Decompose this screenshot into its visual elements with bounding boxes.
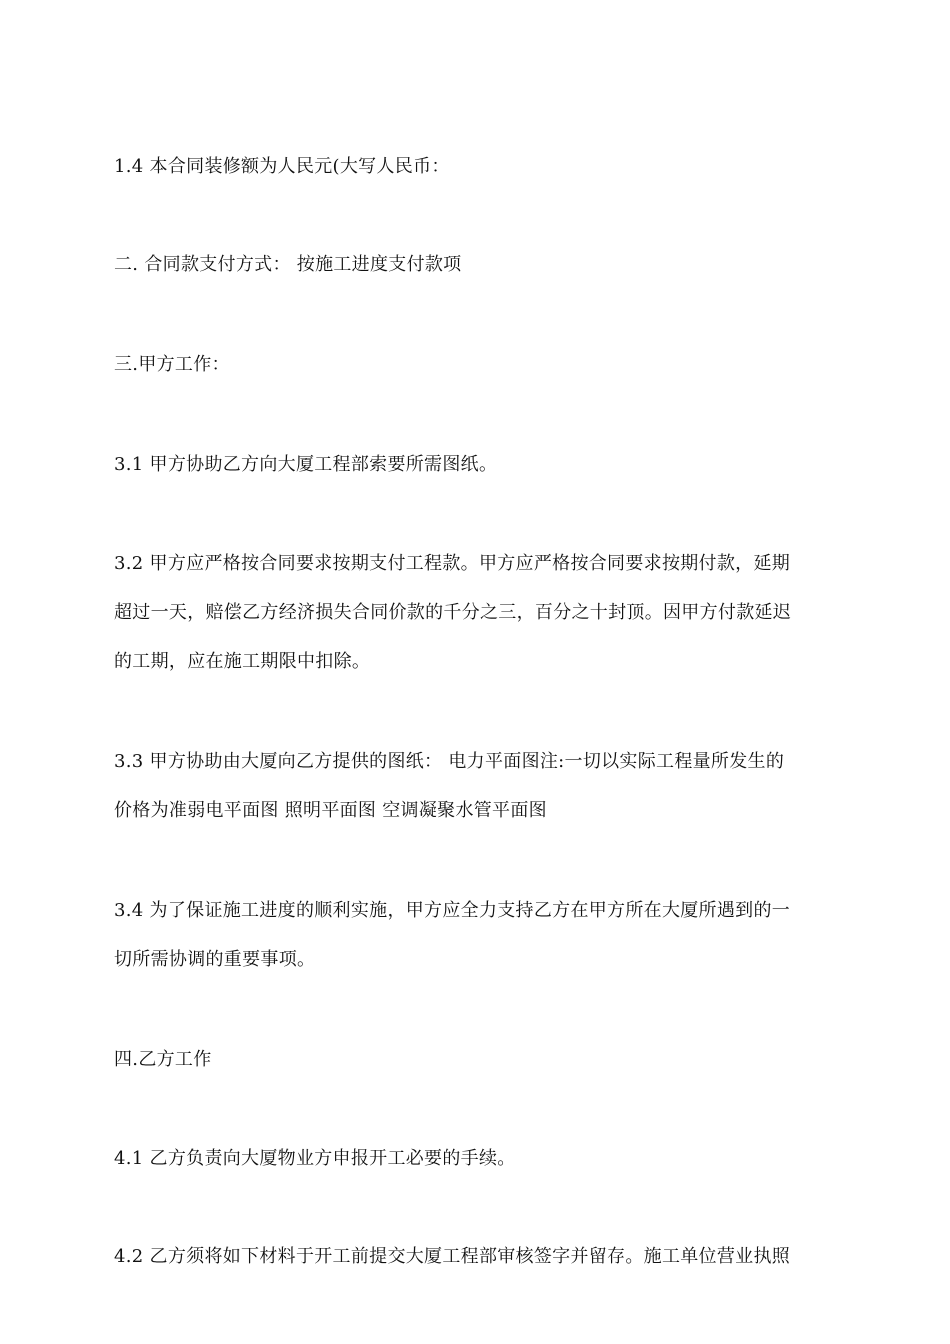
clause-3-4	[114, 886, 838, 984]
text-line: 四.乙方工作	[114, 1049, 212, 1070]
clause-1-4	[114, 142, 838, 191]
section-3-heading	[114, 340, 838, 389]
text-line: 3.2 甲方应严格按合同要求按期支付工程款。甲方应严格按合同要求按期付款，延期	[114, 553, 791, 574]
clause-4-2	[114, 1232, 838, 1281]
text-line: 3.4 为了保证施工进度的顺利实施，甲方应全力支持乙方在甲方所在大厦所遇到的一	[114, 900, 791, 921]
text-line: 3.1 甲方协助乙方向大厦工程部索要所需图纸。	[114, 454, 498, 475]
clause-3-2	[114, 539, 838, 686]
section-2-payment-method	[114, 240, 838, 289]
text-line: 1.4 本合同装修额为人民元(大写人民币：	[114, 156, 450, 177]
text-line: 超过一天，赔偿乙方经济损失合同价款的千分之三，百分之十封顶。因甲方付款延迟	[114, 602, 792, 623]
text-line: 二. 合同款支付方式： 按施工进度支付款项	[114, 254, 462, 275]
clause-4-1	[114, 1134, 838, 1183]
clause-3-1	[114, 440, 838, 489]
text-line: 切所需协调的重要事项。	[114, 949, 316, 970]
text-line: 三.甲方工作：	[114, 354, 230, 375]
text-line: 4.1 乙方负责向大厦物业方申报开工必要的手续。	[114, 1148, 516, 1169]
section-4-heading	[114, 1035, 838, 1084]
clause-3-3	[114, 737, 838, 835]
text-line: 的工期，应在施工期限中扣除。	[114, 651, 371, 672]
text-line: 价格为准弱电平面图 照明平面图 空调凝聚水管平面图	[114, 800, 547, 821]
text-line: 3.3 甲方协助由大厦向乙方提供的图纸： 电力平面图注:一切以实际工程量所发生的	[114, 751, 785, 772]
text-line: 4.2 乙方须将如下材料于开工前提交大厦工程部审核签字并留存。施工单位营业执照	[114, 1246, 791, 1267]
